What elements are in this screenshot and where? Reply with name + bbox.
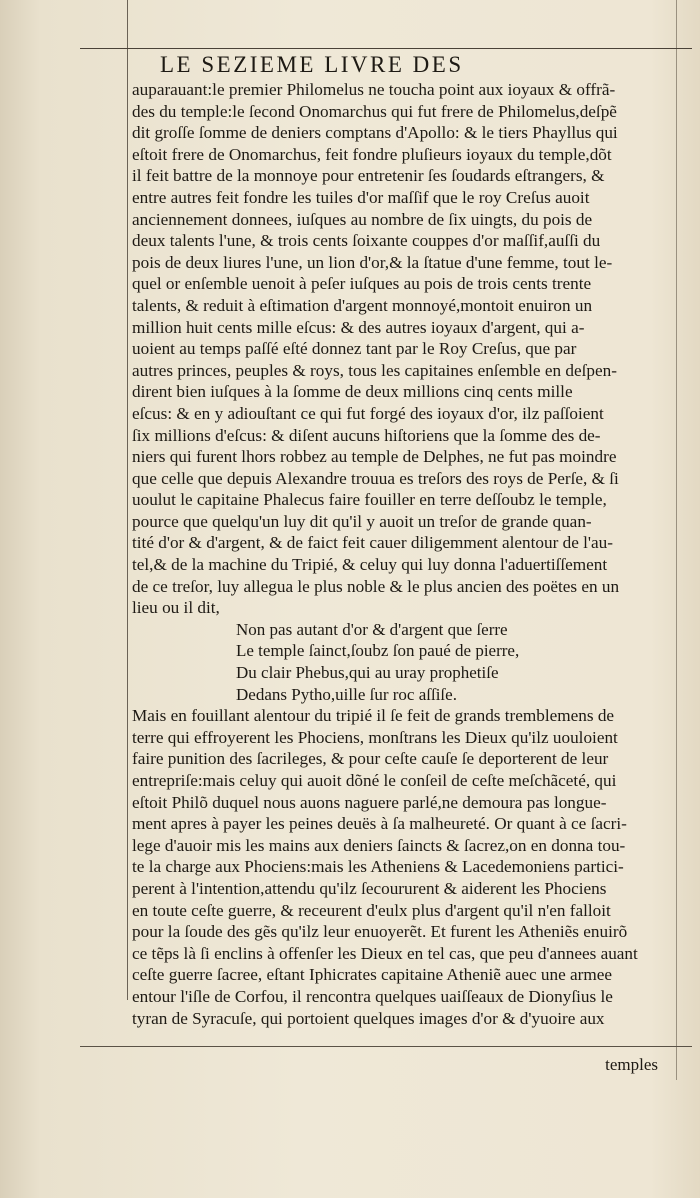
text-line: eſtoit Philõ duquel nous auons naguere parlé,ne demoura pas longue- — [132, 792, 607, 812]
verse-line: Le temple ſainct,ſoubz ſon paué de pierre, — [236, 641, 520, 661]
verse-line: Dedans Pytho,uille ſur roc aſſiſe. — [236, 684, 457, 704]
text-line: de ce treſor, luy allegua le plus noble & le plus ancien des poëtes en un — [132, 576, 620, 596]
left-margin-rule — [127, 0, 128, 1000]
text-line: million huit cents mille eſcus: & des autres ioyaux d'argent, qui a- — [132, 317, 585, 337]
text-line: auparauant:le premier Philomelus ne toucha point aux ioyaux & offrã- — [132, 80, 616, 99]
text-line: uoient au temps paſſé eſté donnez tant par le Roy Creſus, que par — [132, 339, 577, 359]
text-line: ment apres à payer les peines deuës à ſa malheureté. Or quant à ce ſacri- — [132, 814, 627, 834]
text-line: ſix millions d'eſcus: & diſent aucuns hiſtoriens que la ſomme des de- — [132, 425, 601, 445]
verse-line: Du clair Phebus,qui au uray prophetiſe — [236, 663, 499, 683]
text-line: eſcus: & en y adiouſtant ce qui fut forgé des ioyaux d'or, ilz paſſoient — [132, 403, 604, 423]
text-line: entre autres feit fondre les tuiles d'or maſſif que le roy Creſus auoit — [132, 187, 590, 207]
right-margin-rule — [676, 0, 677, 1080]
text-line: uoulut le capitaine Phalecus faire fouiller en terre deſſoubz le temple, — [132, 490, 607, 510]
text-line: terre qui effroyerent les Phociens, monſtrans les Dieux qu'ilz uouloient — [132, 727, 618, 747]
text-line: ce tẽps là ſi enclins à offenſer les Dieux en tel cas, que peu d'annees auant — [132, 943, 638, 963]
text-line: lege d'auoir mis les mains aux deniers ſaincts & ſacrez,on en donna tou- — [132, 835, 626, 855]
text-line: pource que quelqu'un luy dit qu'il y auoit un treſor de grande quan- — [132, 511, 592, 531]
text-line: autres princes, peuples & roys, tous les capitaines enſemble en deſpen- — [132, 360, 617, 380]
text-line: entrepriſe:mais celuy qui auoit dõné le conſeil de ceſte meſchãceté, qui — [132, 771, 617, 790]
text-line: dit groſſe ſomme de deniers comptans d'Apollo: & le tiers Phayllus qui — [132, 123, 618, 143]
text-line: talents, & reduit à eſtimation d'argent monnoyé,montoit enuiron un — [132, 295, 593, 315]
text-line: perent à l'intention,attendu qu'ilz ſecoururent & aiderent les Phociens — [132, 878, 607, 898]
text-line: entour l'iſle de Corfou, il rencontra quelques uaiſſeaux de Dionyſius le — [132, 986, 613, 1006]
text-line: tyran de Syracuſe, qui portoient quelques images d'or & d'yuoire aux — [132, 1008, 605, 1028]
text-line: quel or enſemble uenoit à peſer iuſques au pois de trois cents trente — [132, 274, 592, 294]
text-line: des du temple:le ſecond Onomarchus qui fut frere de Philomelus,deſpẽ — [132, 101, 617, 121]
text-line: lieu ou il dit, — [132, 598, 220, 618]
catchword: temples — [605, 1055, 658, 1074]
text-line: pour la ſoude des gẽs qu'ilz leur enuoyerẽt. Et furent les Atheniẽs enuirõ — [132, 922, 628, 942]
header-rule — [80, 48, 692, 49]
text-line: te la charge aux Phociens:mais les Atheniens & Lacedemoniens partici- — [132, 857, 624, 877]
text-line: en toute ceſte guerre, & receurent d'eulx plus d'argent qu'il n'en falloit — [132, 900, 611, 920]
running-head: LE SEZIEME LIVRE DES — [160, 52, 464, 77]
text-line: niers qui furent lhors robbez au temple de Delphes, ne fut pas moindre — [132, 447, 617, 467]
text-line: eſtoit frere de Onomarchus, feit fondre pluſieurs ioyaux du temple,dõt — [132, 144, 612, 164]
text-line: Mais en fouillant alentour du tripié il ſe feit de grands tremblemens de — [132, 706, 615, 726]
text-line: il feit battre de la monnoye pour entretenir ſes ſoudards eſtrangers, & — [132, 166, 605, 186]
text-line: deux talents l'une, & trois cents ſoixante couppes d'or maſſif,auſſi du — [132, 231, 601, 251]
text-line: que celle que depuis Alexandre trouua es treſors des roys de Perſe, & ſi — [132, 468, 619, 488]
text-line: pois de deux liures l'une, un lion d'or,& la ſtatue d'une femme, tout le- — [132, 252, 613, 272]
text-line: dirent bien iuſques à la ſomme de deux millions cinq cents mille — [132, 382, 573, 402]
verse-line: Non pas autant d'or & d'argent que ſerre — [236, 619, 508, 639]
text-line: ceſte guerre ſacree, eſtant Iphicrates capitaine Atheniẽ auec une armee — [132, 965, 613, 985]
footer-rule — [80, 1046, 692, 1047]
text-block — [132, 79, 662, 1029]
text-line: tel,& de la machine du Tripié, & celuy qui luy donna l'aduertiſſement — [132, 555, 608, 575]
text-line: tité d'or & d'argent, & de faict feit cauer diligemment alentour de l'au- — [132, 533, 613, 553]
text-line: anciennement donnees, iuſques au nombre de ſix uingts, du pois de — [132, 209, 593, 229]
text-line: faire punition des ſacrileges, & pour ceſte cauſe ſe deporterent de leur — [132, 749, 609, 769]
